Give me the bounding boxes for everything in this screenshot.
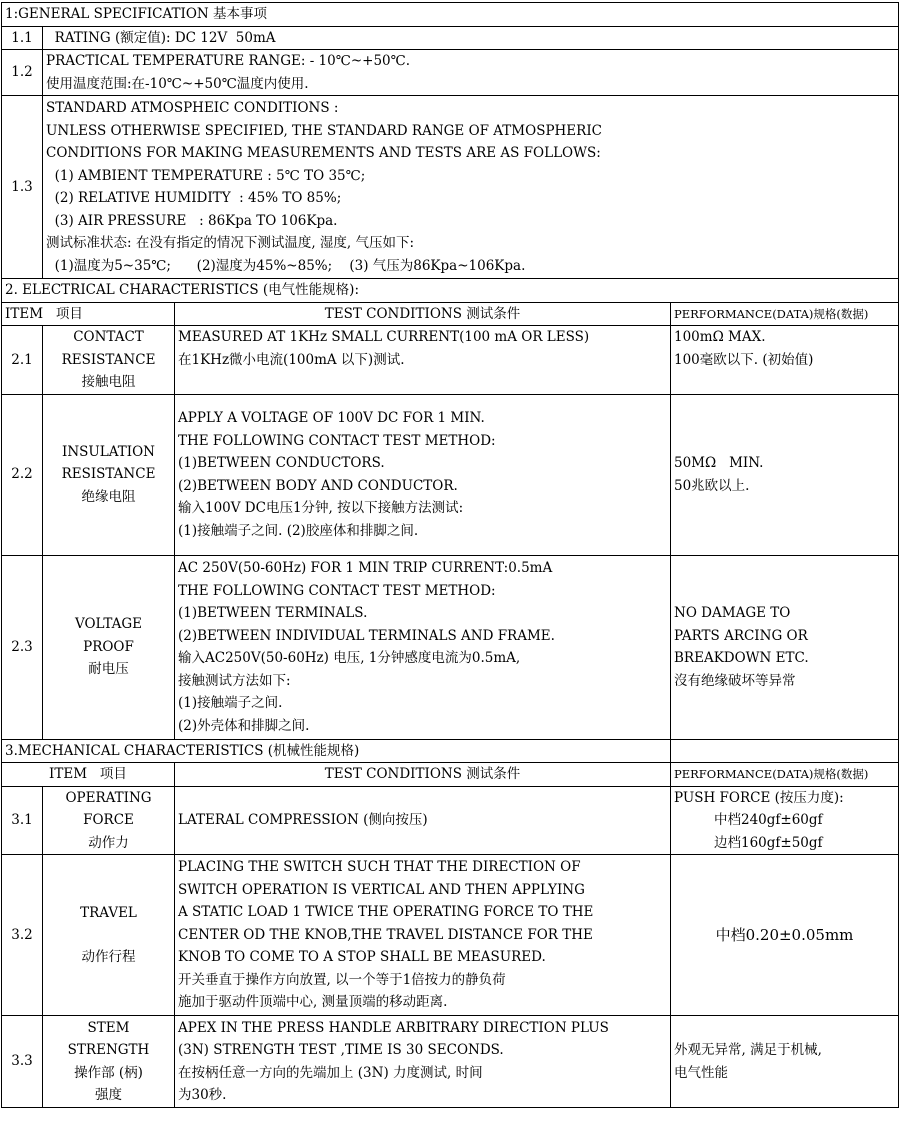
text-line: APPLY A VOLTAGE OF 100V DC FOR 1 MIN. — [178, 410, 485, 426]
text-line: 100毫欧以下. (初始值) — [674, 351, 814, 368]
text-line: 沒有绝缘破坏等异常 — [674, 672, 796, 689]
text-line: RESISTANCE — [61, 351, 156, 368]
text-line: (2)BETWEEN BODY AND CONDUCTOR. — [178, 477, 458, 494]
text-line: NO DAMAGE TO — [674, 605, 791, 621]
text-line: KNOB TO COME TO A STOP SHALL BE MEASURED. — [178, 949, 546, 966]
text-line: STEM — [87, 1019, 130, 1036]
section-2-title: 2. ELECTRICAL CHARACTERISTICS (电气性能规格): — [2, 279, 899, 303]
text-line: 边档160gf±50gf — [714, 834, 823, 851]
test-condition — [175, 855, 671, 1016]
text-line: PROOF — [83, 638, 134, 655]
text-line: FORCE — [83, 812, 134, 828]
item-name — [43, 1016, 175, 1108]
item-number: 3.1 — [2, 786, 43, 855]
text-line: STANDARD ATMOSPHEIC CONDITIONS : — [46, 100, 339, 116]
text-line: PUSH FORCE (按压力度): — [674, 789, 844, 806]
text-line: (1)BETWEEN TERMINALS. — [178, 605, 368, 621]
text-line: APEX IN THE PRESS HANDLE ARBITRARY DIRECTION PLUS — [178, 1019, 609, 1036]
test-condition — [175, 326, 671, 395]
item-name — [43, 855, 175, 1016]
text-line: 操作部 (柄) — [74, 1064, 143, 1081]
performance-value — [671, 555, 899, 739]
text-line: (2)外壳体和排脚之间. — [178, 717, 310, 734]
text-line: 输入100V DC电压1分钟, 按以下接触方法测试: — [178, 500, 464, 516]
text-line: 50兆欧以上. — [674, 477, 750, 494]
text-line: 强度 — [95, 1087, 122, 1103]
item-number: 1.1 — [2, 26, 43, 50]
section-3-title: 3.MECHANICAL CHARACTERISTICS (机械性能规格) — [2, 739, 671, 763]
text-line: 在按柄任意一方向的先端加上 (3N) 力度测试, 时间 — [178, 1064, 483, 1081]
item-number: 1.2 — [2, 50, 43, 96]
text-line: TRAVEL — [80, 904, 137, 921]
text-line: THE FOLLOWING CONTACT TEST METHOD: — [178, 432, 496, 449]
section-1-title: 1:GENERAL SPECIFICATION 基本事项 — [2, 3, 899, 27]
text-line: 为30秒. — [178, 1087, 227, 1103]
text-line: 动作行程 — [81, 949, 136, 965]
header-item: ITEM 项目 — [2, 302, 175, 326]
header-item: ITEM 项目 — [2, 763, 175, 787]
text-line: VOLTAGE — [74, 616, 143, 633]
performance-value — [671, 326, 899, 395]
item-name — [43, 394, 175, 555]
text-line: (3) AIR PRESSURE : 86Kpa TO 106Kpa. — [46, 212, 338, 229]
item-name — [43, 326, 175, 395]
text-line: CONTACT — [73, 329, 144, 345]
text-line: PLACING THE SWITCH SUCH THAT THE DIRECTION OF — [178, 859, 581, 876]
item-number: 2.2 — [2, 394, 43, 555]
text-line: A STATIC LOAD 1 TWICE THE OPERATING FORCE TO THE — [178, 904, 594, 921]
text-line: 在1KHz微小电流(100mA 以下)测试. — [178, 351, 405, 368]
test-condition: LATERAL COMPRESSION (侧向按压) — [175, 786, 671, 855]
text-line: 使用温度范围:在-10℃~+50℃温度内使用. — [46, 75, 309, 92]
text-line: 耐电压 — [88, 661, 129, 678]
test-condition — [175, 555, 671, 739]
text-line: 测试标准状态: 在没有指定的情况下测试温度, 湿度, 气压如下: — [46, 235, 415, 251]
text-line: 动作力 — [88, 834, 129, 851]
text-line: (1)温度为5~35℃; (2)湿度为45%~85%; (3) 气压为86Kpa~106Kpa. — [46, 257, 526, 274]
test-condition — [175, 394, 671, 555]
item-number: 3.2 — [2, 855, 43, 1016]
text-line: SWITCH OPERATION IS VERTICAL AND THEN APPLYING — [178, 881, 585, 898]
header-test-conditions: TEST CONDITIONS 测试条件 — [175, 763, 671, 787]
item-number: 2.3 — [2, 555, 43, 739]
text-line: PRACTICAL TEMPERATURE RANGE: - 10℃~+50℃. — [46, 53, 411, 69]
text-line: (1)接触端子之间. (2)胶座体和排脚之间. — [178, 522, 419, 539]
empty-cell — [671, 739, 899, 763]
header-performance: PERFORMANCE(DATA)规格(数据) — [671, 302, 899, 326]
header-test-conditions: TEST CONDITIONS 测试条件 — [175, 302, 671, 326]
performance-value — [671, 786, 899, 855]
text-line: 施加于驱动件顶端中心, 测量顶端的移动距离. — [178, 994, 448, 1011]
text-line: 开关垂直于操作方向放置, 以一个等于1倍按力的静负荷 — [178, 971, 506, 988]
performance-value — [671, 394, 899, 555]
performance-value: 中档0.20±0.05mm — [671, 855, 899, 1016]
text-line: 接触电阻 — [81, 374, 136, 390]
item-name — [43, 555, 175, 739]
item-number: 3.3 — [2, 1016, 43, 1108]
item-number: 1.3 — [2, 96, 43, 279]
text-line: (1)BETWEEN CONDUCTORS. — [178, 455, 385, 471]
text-line: MEASURED AT 1KHz SMALL CURRENT(100 mA OR LESS) — [178, 329, 590, 345]
text-line: CENTER OD THE KNOB,THE TRAVEL DISTANCE FOR THE — [178, 926, 593, 943]
text-line: 50MΩ MIN. — [674, 455, 764, 471]
text-line: (3N) STRENGTH TEST ,TIME IS 30 SECONDS. — [178, 1042, 504, 1058]
temperature-range — [43, 50, 899, 96]
spec-table — [1, 2, 899, 1108]
performance-value — [671, 1016, 899, 1108]
rating-text: RATING (额定值): DC 12V 50mA — [43, 26, 899, 50]
text-line: 100mΩ MAX. — [674, 329, 766, 345]
text-line: 电气性能 — [674, 1064, 728, 1081]
text-line: THE FOLLOWING CONTACT TEST METHOD: — [178, 582, 496, 599]
text-line: 输入AC250V(50-60Hz) 电压, 1分钟感度电流为0.5mA, — [178, 650, 521, 666]
text-line: 中档240gf±60gf — [714, 812, 823, 828]
text-line: UNLESS OTHERWISE SPECIFIED, THE STANDARD RANGE OF ATMOSPHERIC — [46, 122, 602, 139]
header-performance: PERFORMANCE(DATA)规格(数据) — [671, 763, 899, 787]
text-line: OPERATING — [65, 789, 152, 806]
text-line: (2) RELATIVE HUMIDITY : 45% TO 85%; — [46, 190, 342, 206]
text-line: (2)BETWEEN INDIVIDUAL TERMINALS AND FRAME. — [178, 627, 555, 644]
text-line: CONDITIONS FOR MAKING MEASUREMENTS AND TESTS ARE AS FOLLOWS: — [46, 145, 601, 161]
item-number: 2.1 — [2, 326, 43, 395]
text-line: BREAKDOWN ETC. — [674, 650, 809, 666]
text-line: AC 250V(50-60Hz) FOR 1 MIN TRIP CURRENT:0.5mA — [178, 560, 553, 576]
text-line: (1)接触端子之间. — [178, 695, 283, 711]
text-line: (1) AMBIENT TEMPERATURE : 5℃ TO 35℃; — [46, 167, 366, 184]
text-line: PARTS ARCING OR — [674, 627, 808, 644]
item-name — [43, 786, 175, 855]
text-line: INSULATION — [62, 443, 155, 460]
atmospheric-conditions — [43, 96, 899, 279]
test-condition — [175, 1016, 671, 1108]
text-line: STRENGTH — [67, 1042, 150, 1058]
text-line: 绝缘电阻 — [81, 488, 136, 505]
text-line: RESISTANCE — [61, 466, 156, 483]
text-line: 接触测试方法如下: — [178, 672, 291, 689]
text-line: 外观无异常, 满足于机械, — [674, 1042, 822, 1058]
text-line — [46, 924, 171, 946]
